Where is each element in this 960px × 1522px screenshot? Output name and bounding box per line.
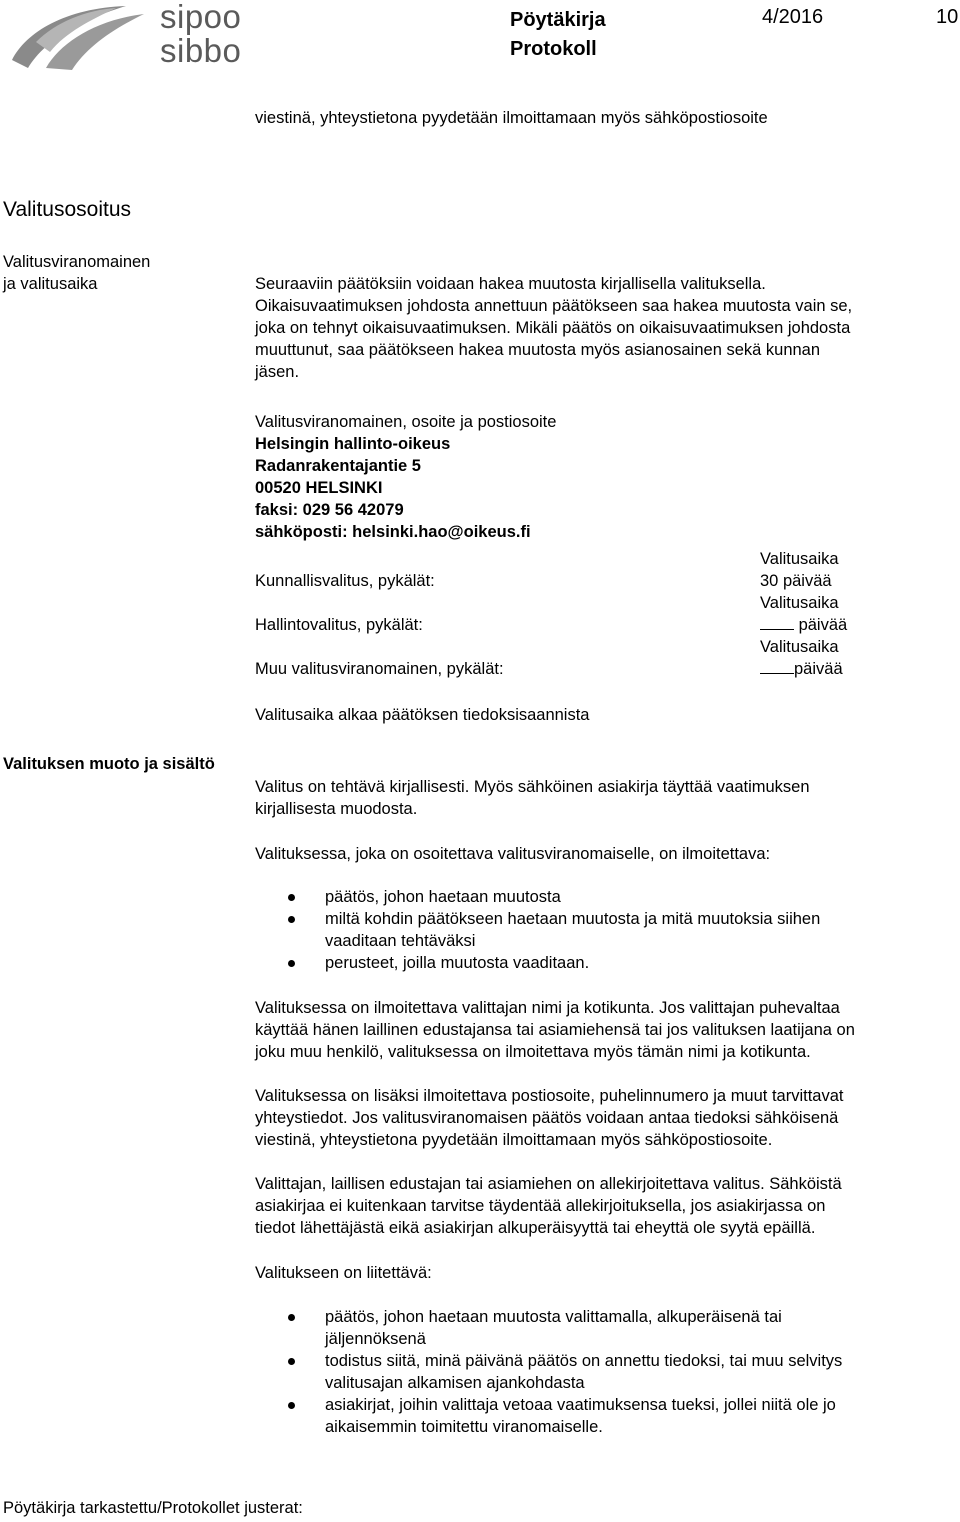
list-item (255, 1394, 955, 1438)
name-paragraph (255, 997, 955, 1063)
paragraph-line: muuttunut, saa päätökseen hakea muutosta myös asianosainen sekä kunnan (255, 341, 821, 359)
appeal-days (760, 614, 847, 636)
bullet-icon (288, 1358, 295, 1365)
authority-block (255, 411, 955, 543)
paragraph-line: Valittajan, laillisen edustajan tai asiamiehen on allekirjoitettava valitus. Sähköistä (255, 1175, 842, 1193)
municipality-logo-icon (6, 2, 146, 70)
document-type-sv: Protokoll (510, 38, 597, 60)
time-starts-note: Valitusaika alkaa päätöksen tiedoksisaannista (255, 706, 590, 724)
list-item-line: vaaditaan tehtäväksi (325, 932, 476, 950)
appeal-row-label: Kunnallisvalitus, pykälät: (255, 572, 435, 590)
appeal-time-label: Valitusaika (760, 594, 839, 612)
days-blank-line (760, 615, 794, 630)
list-item-line: päätös, johon haetaan muutosta (325, 888, 561, 906)
list-item-line: asiakirjat, joihin valittaja vetoaa vaatimuksensa tueksi, jollei niitä ole jo (325, 1396, 836, 1414)
paragraph-line: joku muu henkilö, valituksessa on ilmoitettava myös tämän nimi ja kotikunta. (255, 1043, 811, 1061)
appeal-row-label: Hallintovalitus, pykälät: (255, 616, 423, 634)
authority-label: Valitusviranomainen, osoite ja postiosoite (255, 413, 557, 431)
list-item-line: miltä kohdin päätökseen haetaan muutosta ja mitä muutoksia siihen (325, 910, 821, 928)
appeal-days-unit: päivää (782, 572, 832, 590)
bullet-icon (288, 1402, 295, 1409)
must-state-list (255, 886, 955, 974)
signature-paragraph (255, 1173, 955, 1239)
paragraph-line: Seuraaviin päätöksiin voidaan hakea muutosta kirjallisella valituksella. (255, 275, 766, 293)
list-item (255, 952, 955, 974)
page-number: 10 (936, 6, 959, 28)
list-item-line: valitusajan alkamisen ajankohdasta (325, 1374, 585, 1392)
appeal-days-number: 30 (760, 572, 783, 590)
paragraph-line: kirjallisesta muodosta. (255, 800, 418, 818)
section-title: Valitusosoitus (3, 198, 132, 221)
form-paragraph (255, 776, 955, 820)
appeal-time-label: Valitusaika (760, 638, 839, 656)
side-label-line: ja valitusaika (3, 275, 98, 293)
paragraph-line: Valituksessa on ilmoitettava valittajan nimi ja kotikunta. Jos valittajan puhevaltaa (255, 999, 840, 1017)
appeal-days-unit: päivää (794, 616, 848, 634)
side-label-appeal-authority (3, 251, 150, 295)
side-label-appeal-form: Valituksen muoto ja sisältö (3, 755, 215, 773)
list-item (255, 1306, 955, 1350)
paragraph-line: yhteystiedot. Jos valitusviranomaisen päätös voidaan antaa tiedoksi sähköisenä (255, 1109, 839, 1127)
must-state-intro: Valituksessa, joka on osoitettava valitusviranomaiselle, on ilmoitettava: (255, 845, 771, 863)
intro-line: viestinä, yhteystietona pyydetään ilmoittamaan myös sähköpostiosoite (255, 109, 768, 127)
paragraph-line: Valitus on tehtävä kirjallisesti. Myös sähköinen asiakirja täyttää vaatimuksen (255, 778, 810, 796)
appeal-days (760, 570, 839, 592)
appeal-days-unit: päivää (794, 660, 843, 678)
days-blank-line (760, 659, 794, 674)
document-type (510, 6, 606, 64)
side-label-line: Valitusviranomainen (3, 253, 151, 271)
document-type-fi: Pöytäkirja (510, 9, 606, 31)
list-item-line: perusteet, joilla muutosta vaaditaan. (325, 954, 590, 972)
list-item (255, 1350, 955, 1394)
attachments-list (255, 1306, 955, 1438)
bullet-icon (288, 1314, 295, 1321)
paragraph-line: Valituksessa on lisäksi ilmoitettava postiosoite, puhelinnumero ja muut tarvittavat (255, 1087, 844, 1105)
authority-street: Radanrakentajantie 5 (255, 457, 421, 475)
list-item-line: päätös, johon haetaan muutosta valittamalla, alkuperäisenä tai (325, 1308, 782, 1326)
logo-wordmark (160, 0, 241, 68)
paragraph-line: tiedot lähettäjästä eikä asiakirjan alkuperäisyyttä tai eheyttä ole syytä epäillä. (255, 1219, 816, 1237)
paragraph-line: asiakirjaa ei kuitenkaan tarvitse täydentää allekirjoituksella, jos asiakirjassa on (255, 1197, 826, 1215)
paragraph-line: jäsen. (255, 363, 300, 381)
authority-name: Helsingin hallinto-oikeus (255, 435, 451, 453)
list-item-line: todistus siitä, minä päivänä päätös on annettu tiedoksi, tai muu selvitys (325, 1352, 843, 1370)
attachments-intro: Valitukseen on liitettävä: (255, 1264, 432, 1282)
paragraph-line: viestinä, yhteystietona pyydetään ilmoittamaan myös sähköpostiosoite. (255, 1131, 773, 1149)
paragraph-line: Oikaisuvaatimuksen johdosta annettuun päätökseen saa hakea muutosta vain se, (255, 297, 853, 315)
appeal-time-block (760, 548, 839, 592)
logo-line-2: sibbo (160, 32, 242, 69)
appeal-days (760, 658, 843, 680)
appeal-time-label: Valitusaika (760, 550, 839, 568)
bullet-icon (288, 916, 295, 923)
document-number: 4/2016 (762, 6, 824, 28)
logo-line-1: sipoo (160, 0, 242, 35)
footer-review-note: Pöytäkirja tarkastettu/Protokollet justerat: (3, 1499, 303, 1517)
paragraph-line: käyttää hänen laillinen edustajansa tai asiamiehensä tai jos valituksen laatijana on (255, 1021, 855, 1039)
appeal-intro-paragraph (255, 273, 955, 383)
list-item (255, 886, 955, 908)
appeal-time-block (760, 592, 847, 636)
paragraph-line: joka on tehnyt oikaisuvaatimuksen. Mikäli päätös on oikaisuvaatimuksen johdosta (255, 319, 851, 337)
list-item-line: jäljennöksenä (325, 1330, 426, 1348)
list-item-line: aikaisemmin toimitettu viranomaiselle. (325, 1418, 603, 1436)
address-paragraph (255, 1085, 955, 1151)
appeal-row-label: Muu valitusviranomainen, pykälät: (255, 660, 504, 678)
appeal-time-block (760, 636, 843, 680)
bullet-icon (288, 960, 295, 967)
bullet-icon (288, 894, 295, 901)
authority-email: sähköposti: helsinki.hao@oikeus.fi (255, 523, 531, 541)
authority-city: 00520 HELSINKI (255, 479, 383, 497)
list-item (255, 908, 955, 952)
authority-fax: faksi: 029 56 42079 (255, 501, 404, 519)
